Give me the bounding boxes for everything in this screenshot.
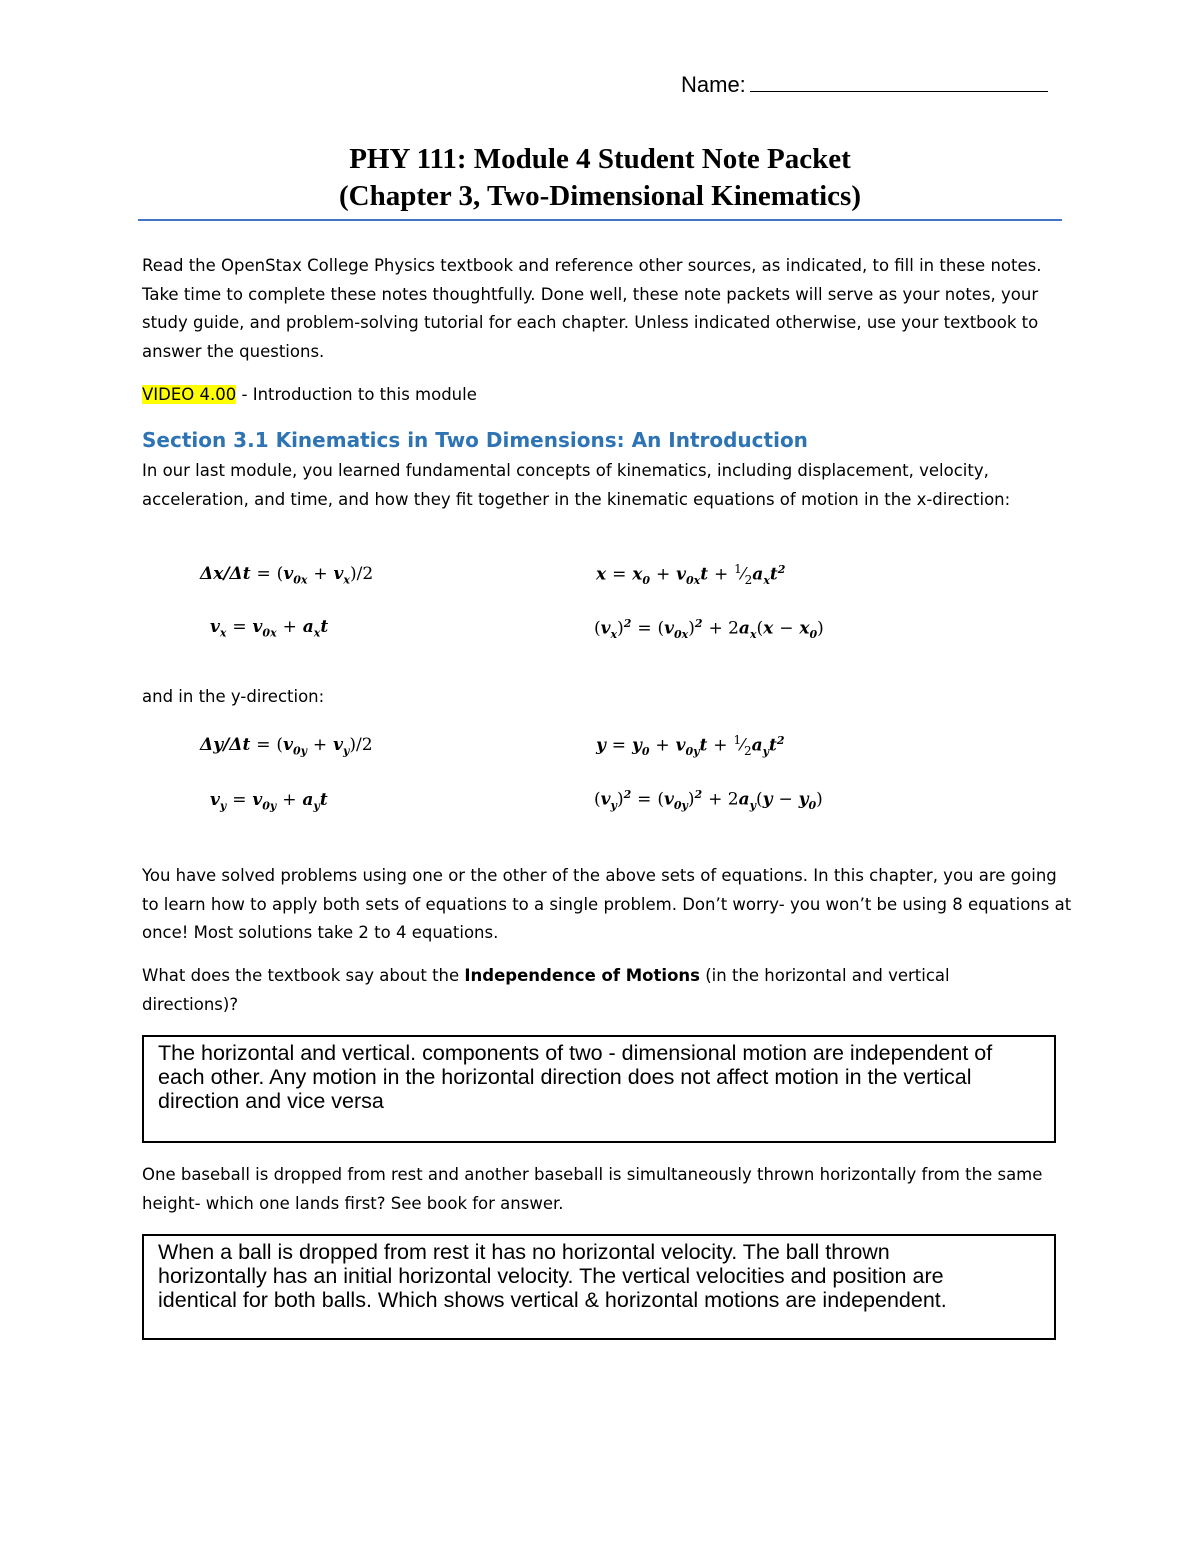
answer-text-2: When a ball is dropped from rest it has no horizontal velocity. The ball thrown horizontally has an initial horizontal velocity. The vertical velocities and position are identical for both balls. Which shows vertical & horizontal motions are independent. [158, 1240, 947, 1312]
section-heading: Section 3.1 Kinematics in Two Dimensions: An Introduction [142, 428, 808, 452]
question1-suffix: (in the horizontal and vertical directions)? [142, 966, 950, 1014]
y-direction-intro [142, 683, 1072, 712]
intro-text: Read the OpenStax College Physics textbook and reference other sources, as indicated, to fill in these notes. Take time to complete these notes thoughtfully. Done well, these note packets will serve as your notes, your study guide, and problem-solving tutorial for each chapter. Unless indicated otherwise, use your textbook to answer the questions. [142, 256, 1042, 361]
equation-x-velocity-squared: $(v_x)^2 = (v_{0x})^2 + 2a_x(x - x_0)$ [594, 617, 824, 642]
question2 [142, 1161, 1062, 1218]
equation-y-average-velocity: $\Delta y/\Delta t = (v_{0y} + v_y)/2$ [200, 735, 373, 758]
equation-x-velocity: $v_x = v_{0x} + a_xt$ [210, 617, 329, 640]
title-divider [138, 219, 1062, 221]
summary-paragraph [142, 862, 1072, 948]
y-direction-text: and in the y-direction: [142, 687, 325, 706]
question1 [142, 962, 1022, 1019]
question1-bold: Independence of Motions [464, 966, 700, 985]
section-intro [142, 457, 1072, 514]
summary-text: You have solved problems using one or the other of the above sets of equations. In this chapter, you are going to learn how to apply both sets of equations to a single problem. Don’t worry- you won’t be using 8 equations at once! Most solutions take 2 to 4 equations. [142, 866, 1072, 942]
section-intro-text: In our last module, you learned fundamental concepts of kinematics, including displacement, velocity, acceleration, and time, and how they fit together in the kinematic equations of motion in the x-direction: [142, 461, 1011, 509]
answer-box-1[interactable] [142, 1035, 1056, 1143]
question2-text: One baseball is dropped from rest and another baseball is simultaneously thrown horizontally from the same height- which one lands first? See book for answer. [142, 1165, 1043, 1213]
video-line [142, 381, 1072, 410]
intro-paragraph [142, 252, 1072, 366]
name-label: Name: [681, 72, 746, 97]
video-text: - Introduction to this module [236, 385, 477, 404]
answer-box-2[interactable] [142, 1234, 1056, 1340]
equation-y-velocity: $v_y = v_{0y} + a_yt$ [210, 790, 328, 813]
equation-y-velocity-squared: $(v_y)^2 = (v_{0y})^2 + 2a_y(y - y_0)$ [594, 788, 823, 813]
equation-x-average-velocity: $\Delta x/\Delta t = (v_{0x} + v_x)/2$ [200, 564, 374, 587]
name-blank-line[interactable] [750, 73, 1048, 92]
name-field [681, 72, 1048, 98]
question1-prefix: What does the textbook say about the [142, 966, 465, 985]
equation-x-position: $x = x_0 + v_{0x}t$ + $^1⁄_2a_xt^2$ [596, 562, 786, 588]
equation-y-position: $y = y_0 + v_{0y}t$ + $^1⁄_2a_yt^2$ [596, 733, 785, 759]
page-title-line2: (Chapter 3, Two-Dimensional Kinematics) [339, 180, 861, 212]
page-title-line1: PHY 111: Module 4 Student Note Packet [349, 143, 851, 175]
answer-text-1: The horizontal and vertical. components of two - dimensional motion are independent of each other. Any motion in the horizontal direction does not affect motion in the vertical direction and vice versa [158, 1041, 993, 1113]
video-label[interactable]: VIDEO 4.00 [142, 385, 237, 404]
